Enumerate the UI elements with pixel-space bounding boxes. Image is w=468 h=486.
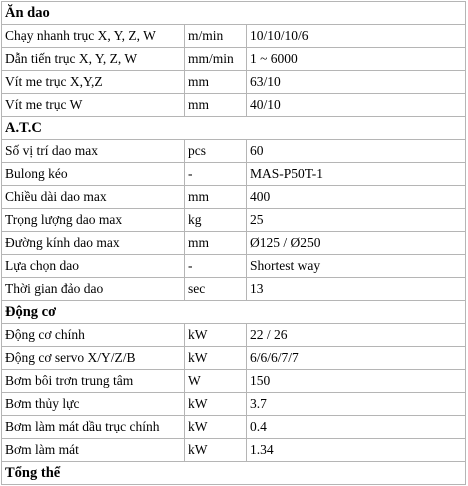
spec-value: 1 ~ 6000	[247, 48, 466, 71]
table-row	[2, 439, 466, 462]
table-row	[2, 140, 466, 163]
spec-value: 25	[247, 209, 466, 232]
spec-name: Bơm thủy lực	[2, 393, 185, 416]
table-row	[2, 416, 466, 439]
section-title: Tổng thể	[2, 462, 466, 485]
spec-name: Thời gian đảo dao	[2, 278, 185, 301]
table-row	[2, 255, 466, 278]
spec-name: Bơm làm mát	[2, 439, 185, 462]
table-row	[2, 209, 466, 232]
table-row	[2, 71, 466, 94]
section-title: Ăn dao	[2, 2, 466, 25]
spec-table	[1, 1, 466, 485]
table-row	[2, 48, 466, 71]
spec-table-body	[2, 2, 466, 485]
spec-unit: mm	[185, 186, 247, 209]
spec-unit: kg	[185, 209, 247, 232]
spec-value: Shortest way	[247, 255, 466, 278]
spec-unit: kW	[185, 416, 247, 439]
section-title: A.T.C	[2, 117, 466, 140]
table-row	[2, 163, 466, 186]
table-row	[2, 393, 466, 416]
spec-unit: kW	[185, 439, 247, 462]
spec-value: 63/10	[247, 71, 466, 94]
section-header	[2, 117, 466, 140]
spec-name: Bơm làm mát dầu trục chính	[2, 416, 185, 439]
spec-unit: -	[185, 163, 247, 186]
spec-unit: kW	[185, 324, 247, 347]
spec-name: Dẫn tiến trục X, Y, Z, W	[2, 48, 185, 71]
spec-name: Bơm bôi trơn trung tâm	[2, 370, 185, 393]
spec-name: Lựa chọn dao	[2, 255, 185, 278]
table-row	[2, 25, 466, 48]
table-row	[2, 186, 466, 209]
spec-unit: mm	[185, 94, 247, 117]
spec-name: Động cơ servo X/Y/Z/B	[2, 347, 185, 370]
spec-unit: W	[185, 370, 247, 393]
spec-value: 150	[247, 370, 466, 393]
table-row	[2, 278, 466, 301]
spec-unit: m/min	[185, 25, 247, 48]
spec-unit: kW	[185, 347, 247, 370]
spec-value: 13	[247, 278, 466, 301]
spec-name: Chiều dài dao max	[2, 186, 185, 209]
table-row	[2, 324, 466, 347]
spec-name: Động cơ chính	[2, 324, 185, 347]
spec-value: 1.34	[247, 439, 466, 462]
section-header	[2, 301, 466, 324]
table-row	[2, 347, 466, 370]
spec-unit: mm/min	[185, 48, 247, 71]
spec-unit: pcs	[185, 140, 247, 163]
spec-value: MAS-P50T-1	[247, 163, 466, 186]
spec-unit: -	[185, 255, 247, 278]
section-title: Động cơ	[2, 301, 466, 324]
table-row	[2, 94, 466, 117]
spec-name: Chạy nhanh trục X, Y, Z, W	[2, 25, 185, 48]
spec-unit: mm	[185, 232, 247, 255]
spec-value: 10/10/10/6	[247, 25, 466, 48]
spec-value: 22 / 26	[247, 324, 466, 347]
spec-value: 6/6/6/7/7	[247, 347, 466, 370]
spec-name: Vít me trục X,Y,Z	[2, 71, 185, 94]
section-header	[2, 462, 466, 485]
spec-name: Đường kính dao max	[2, 232, 185, 255]
spec-unit: sec	[185, 278, 247, 301]
table-row	[2, 370, 466, 393]
spec-value: 0.4	[247, 416, 466, 439]
spec-value: 3.7	[247, 393, 466, 416]
spec-name: Số vị trí dao max	[2, 140, 185, 163]
spec-name: Vít me trục W	[2, 94, 185, 117]
spec-name: Bulong kéo	[2, 163, 185, 186]
section-header	[2, 2, 466, 25]
spec-name: Trọng lượng dao max	[2, 209, 185, 232]
spec-value: Ø125 / Ø250	[247, 232, 466, 255]
spec-unit: mm	[185, 71, 247, 94]
spec-value: 40/10	[247, 94, 466, 117]
spec-unit: kW	[185, 393, 247, 416]
spec-value: 60	[247, 140, 466, 163]
spec-value: 400	[247, 186, 466, 209]
table-row	[2, 232, 466, 255]
